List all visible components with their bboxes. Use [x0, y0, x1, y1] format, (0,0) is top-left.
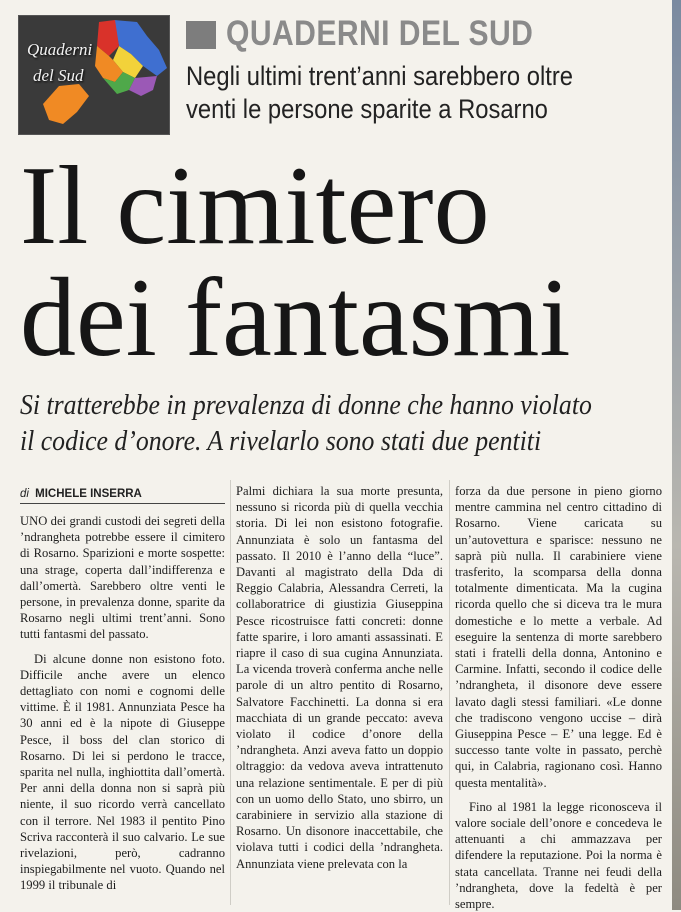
byline-prefix: di [20, 488, 29, 500]
paragraph: Palmi dichiara la sua morte presunta, nessuno si ricorda più di quella vecchia storia. Di lei non esistono fotografie. Annunziata è solo un fantasma del passato. Il 2010 è l’anno della “luce”. Davanti al magistrato della Dda di Reggio Calabria, Alessandra Cerreti, la collaboratrice di giustizia Giuseppina Pesce ricostruisce fatti concreti: donne fatte sparire, i loro amanti assassinati. E riapre il caso di sua cugina Annunziata. La vicenda troverà conferma anche nelle parole di un altro pentito di Rosarno, Salvatore Facchinetti. La donna si era macchiata di un grande peccato: aveva violato il codice d’onore della ’ndrangheta. Anzi aveva fatto un doppio oltraggio: da vedova aveva intrattenuto una relazione sentimentale. E per di più con un uomo dello Stato, uno sbirro, un carabiniere in servizio alla stazione di Rosarno. Un disonore inaccettabile, che violava tutti i codici della ’ndrangheta. Annunziata viene prelevata con la [236, 484, 443, 871]
paragraph: Di alcune donne non esistono foto. Difficile anche avere un elenco dettagliato con nomi e cognomi delle vittime. È il 1981. Annunziata Pesce ha 30 anni ed è la nipote di Giuseppe Pesce, il boss del clan storico di Rosarno. Di lei si perdono le tracce, sparita nel nulla, inghiottita dall’omertà. Per anni della donna non si saprà più niente, il suo ricordo verrà cancellato con il terrore. Nel 1983 il pentito Pino Scriva racconterà il suo calvario. Le sue rivelazioni, però, cadranno inspiegabilmente nel vuoto. Quando nel 1999 il tribunale di [20, 651, 225, 893]
byline [20, 488, 225, 504]
kicker [186, 60, 676, 126]
section-marker [186, 21, 216, 49]
paragraph: forza da due persone in pieno giorno mentre cammina nel centro cittadino di Rosarno. Viene caricata su un’autovettura e sparisce: nessuno ne saprà più nulla. Il carabiniere viene trasferito, la scomparsa della donna totalmente dimenticata. Ma la cugina ricorda quello che si diceva tra le mura domestiche e lo mette a verbale. Ad eseguire la sentenza di morte sarebbero stati i fratelli della donna, Antonino e Carmine. Infatti, secondo il codice delle ’ndrangheta, il disonore deve essere lavato dagli stessi familiari. «Le donne che tradiscono vengono uccise – dirà Giuseppina Pesce – E’ una legge. Ed è successo tante volte in passato, perchè qui, in Calabria, ragionano così. Hanno questa mentalità». [455, 484, 662, 790]
kicker-line1: Negli ultimi trent’anni sarebbero oltre [186, 61, 573, 91]
logo-text-line2: del Sud [33, 66, 84, 85]
quaderni-del-sud-logo [18, 15, 170, 135]
article-column-1 [20, 513, 225, 894]
article-column-3 [455, 483, 662, 912]
logo-text-line1: Quaderni [27, 40, 93, 59]
subhead-line2: il codice d’onore. A rivelarlo sono stati due pentiti [20, 426, 542, 457]
byline-author: MICHELE INSERRA [35, 488, 142, 500]
subhead-line1: Si tratterebbe in prevalenza di donne che hanno violato [20, 390, 592, 421]
column-rule [230, 480, 231, 905]
paragraph: UNO dei grandi custodi dei segreti della ’ndrangheta potrebbe essere il cimitero di Rosarno. Sparizioni e morte sospette: una strage, coperta dall’indifferenza e dall’omertà. Sarebbero oltre venti le persone, in prevalenza donne, sparite da Rosarno negli ultimi trent’anni. Sono tutti fantasmi del passato. [20, 514, 225, 642]
headline-line2: dei fantasmi [20, 256, 571, 380]
page-edge [672, 0, 681, 910]
section-title: QUADERNI DEL SUD [226, 14, 534, 53]
column-rule [449, 480, 450, 905]
paragraph: Fino al 1981 la legge riconosceva il valore sociale dell’onore e concedeva le attenuanti a chi ammazzava per difendere la reputazione. Poi la norma è stata cancellata. Tranne nei feudi della ’ndrangheta, dove la fedeltà è per sempre. [455, 799, 662, 912]
article-column-2 [236, 483, 443, 872]
subheadline [20, 388, 670, 460]
kicker-line2: venti le persone sparite a Rosarno [186, 94, 548, 124]
headline-line1: Il cimitero [20, 144, 490, 268]
